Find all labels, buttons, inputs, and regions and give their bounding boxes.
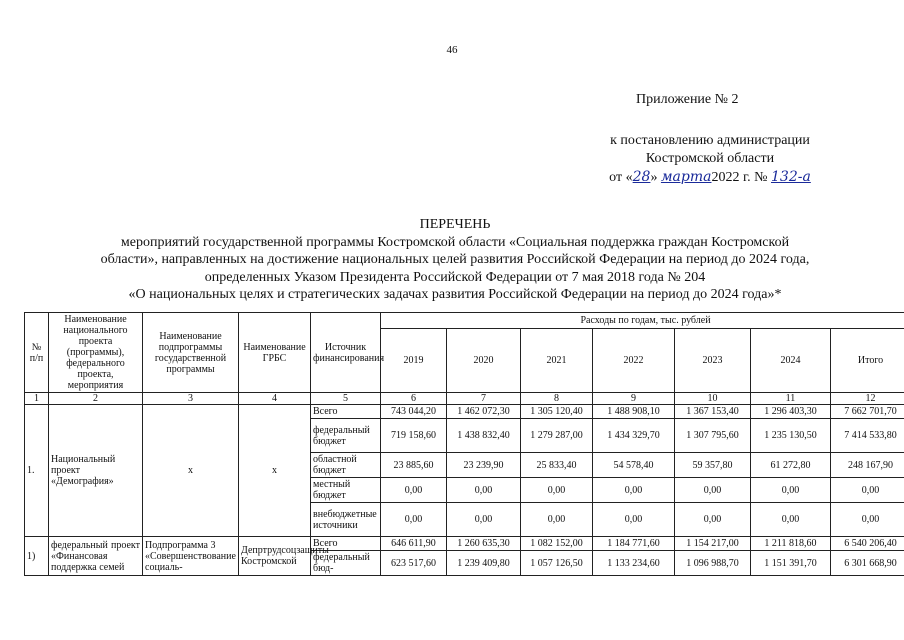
- index-cell: 9: [593, 393, 675, 405]
- col-header-2024: 2024: [751, 329, 831, 393]
- project-name: Национальный проект «Демография»: [49, 405, 143, 537]
- date-prefix: от «: [609, 170, 633, 185]
- value-cell: 1 296 403,30: [751, 405, 831, 419]
- col-header-expenses: Расходы по годам, тыс. рублей: [381, 313, 904, 329]
- value-cell: 54 578,40: [593, 453, 675, 478]
- value-cell: 1 307 795,60: [675, 419, 751, 453]
- value-cell: 1 211 818,60: [751, 537, 831, 551]
- value-cell: 719 158,60: [381, 419, 447, 453]
- date-year: 2022 г. №: [711, 170, 768, 185]
- header-row-1: [25, 313, 904, 329]
- handwritten-day: 28: [632, 169, 651, 185]
- value-cell: 1 462 072,30: [447, 405, 521, 419]
- value-cell: 25 833,40: [521, 453, 593, 478]
- value-cell: 6 301 668,90: [831, 551, 904, 576]
- value-cell: 0,00: [831, 503, 904, 537]
- value-cell: 0,00: [593, 503, 675, 537]
- value-cell: 1 235 130,50: [751, 419, 831, 453]
- value-cell: 1 057 126,50: [521, 551, 593, 576]
- document-title: [60, 216, 850, 304]
- index-cell: 2: [49, 393, 143, 405]
- value-cell: 646 611,90: [381, 537, 447, 551]
- col-header-2023: 2023: [675, 329, 751, 393]
- value-cell: 23 885,60: [381, 453, 447, 478]
- col-header-subprogram: Наименование подпрограммы государственной программы: [143, 313, 239, 393]
- col-header-project: Наименование национального проекта (программы), федерального проекта, мероприятия: [49, 313, 143, 393]
- col-header-2021: 2021: [521, 329, 593, 393]
- col-header-grbs: Наименование ГРБС: [239, 313, 311, 393]
- value-cell: 0,00: [381, 478, 447, 503]
- source-cell: областной бюджет: [311, 453, 381, 478]
- source-cell: внебюджетные источники: [311, 503, 381, 537]
- handwritten-month: марта: [660, 169, 712, 185]
- handwritten-number: 132-а: [771, 169, 811, 185]
- title-line-3: определенных Указом Президента Российской Федерации от 7 мая 2018 года № 204: [204, 269, 706, 285]
- source-cell: федеральный бюд-: [311, 551, 381, 576]
- resolution-line-2: Костромской области: [645, 151, 775, 166]
- index-cell: 12: [831, 393, 904, 405]
- row-number: 1.: [25, 405, 49, 537]
- value-cell: 0,00: [381, 503, 447, 537]
- value-cell: 1 488 908,10: [593, 405, 675, 419]
- source-cell: местный бюджет: [311, 478, 381, 503]
- value-cell: 1 260 635,30: [447, 537, 521, 551]
- value-cell: 0,00: [751, 478, 831, 503]
- value-cell: 248 167,90: [831, 453, 904, 478]
- value-cell: 1 367 153,40: [675, 405, 751, 419]
- col-header-num: № п/п: [25, 313, 49, 393]
- value-cell: 1 434 329,70: [593, 419, 675, 453]
- value-cell: 0,00: [447, 503, 521, 537]
- source-cell: Всего: [311, 405, 381, 419]
- value-cell: 1 151 391,70: [751, 551, 831, 576]
- title-heading: ПЕРЕЧЕНЬ: [419, 217, 491, 232]
- value-cell: 0,00: [675, 478, 751, 503]
- value-cell: 1 438 832,40: [447, 419, 521, 453]
- value-cell: 0,00: [831, 478, 904, 503]
- resolution-date-line: [560, 168, 860, 187]
- title-line-1: мероприятий государственной программы Костромской области «Социальная поддержка граждан Костромской: [120, 234, 790, 250]
- value-cell: 0,00: [521, 503, 593, 537]
- value-cell: 23 239,90: [447, 453, 521, 478]
- resolution-line-1: к постановлению администрации: [610, 133, 810, 148]
- value-cell: 1 279 287,00: [521, 419, 593, 453]
- index-row: [25, 393, 904, 405]
- source-cell: федеральный бюджет: [311, 419, 381, 453]
- value-cell: 1 154 217,00: [675, 537, 751, 551]
- col-header-total: Итого: [831, 329, 904, 393]
- title-line-4: «О национальных целях и стратегических задачах развития Российской Федерации на период до 2024 года»*: [128, 287, 782, 302]
- source-cell: Всего: [311, 537, 381, 551]
- value-cell: 623 517,60: [381, 551, 447, 576]
- col-header-source: Источник финансирования: [311, 313, 381, 393]
- value-cell: 1 096 988,70: [675, 551, 751, 576]
- title-line-2: области», направленных на достижение национальных целей развития Российской Федерации на период до 2024 года,: [100, 252, 810, 267]
- index-cell: 4: [239, 393, 311, 405]
- value-cell: 0,00: [447, 478, 521, 503]
- value-cell: 0,00: [751, 503, 831, 537]
- date-mid: »: [650, 170, 658, 185]
- index-cell: 3: [143, 393, 239, 405]
- value-cell: 7 662 701,70: [831, 405, 904, 419]
- value-cell: 6 540 206,40: [831, 537, 904, 551]
- value-cell: 1 305 120,40: [521, 405, 593, 419]
- value-cell: 59 357,80: [675, 453, 751, 478]
- col-header-2020: 2020: [447, 329, 521, 393]
- subprogram-name: Подпрограмма 3 «Совершенствование социаль-: [143, 537, 239, 576]
- value-cell: 7 414 533,80: [831, 419, 904, 453]
- table-row: [25, 537, 904, 551]
- grbs-name: х: [239, 405, 311, 537]
- value-cell: 1 184 771,60: [593, 537, 675, 551]
- index-cell: 7: [447, 393, 521, 405]
- index-cell: 8: [521, 393, 593, 405]
- value-cell: 61 272,80: [751, 453, 831, 478]
- grbs-name: Депртрудсоцзащиты Костромской: [239, 537, 311, 576]
- value-cell: 0,00: [675, 503, 751, 537]
- row-number: 1): [25, 537, 49, 576]
- index-cell: 10: [675, 393, 751, 405]
- index-cell: 6: [381, 393, 447, 405]
- index-cell: 11: [751, 393, 831, 405]
- value-cell: 1 133 234,60: [593, 551, 675, 576]
- col-header-2022: 2022: [593, 329, 675, 393]
- value-cell: 1 239 409,80: [447, 551, 521, 576]
- index-cell: 5: [311, 393, 381, 405]
- value-cell: 743 044,20: [381, 405, 447, 419]
- subprogram-name: х: [143, 405, 239, 537]
- project-name: федеральный проект «Финансовая поддержка семей: [49, 537, 143, 576]
- value-cell: 0,00: [521, 478, 593, 503]
- appendix-label: Приложение № 2: [636, 92, 739, 107]
- expenses-table: [24, 312, 904, 576]
- value-cell: 1 082 152,00: [521, 537, 593, 551]
- resolution-block: [560, 132, 860, 187]
- table-row: [25, 405, 904, 419]
- page-number: 46: [446, 44, 458, 56]
- index-cell: 1: [25, 393, 49, 405]
- value-cell: 0,00: [593, 478, 675, 503]
- col-header-2019: 2019: [381, 329, 447, 393]
